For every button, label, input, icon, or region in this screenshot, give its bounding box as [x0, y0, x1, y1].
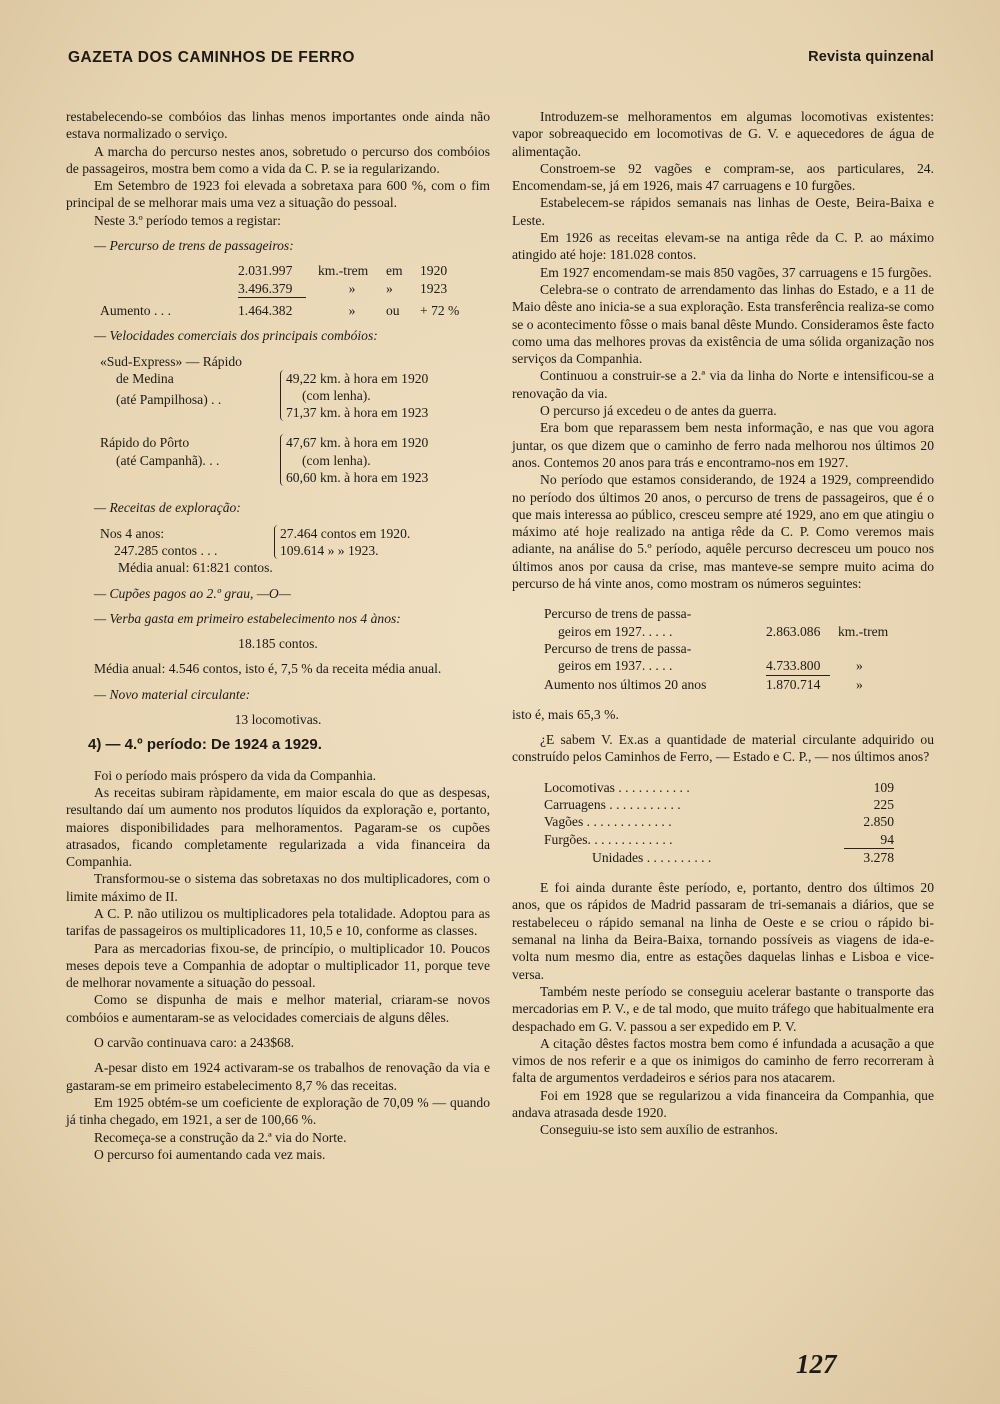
table-row [544, 796, 894, 813]
train-name: (até Campanhã). . . [116, 452, 220, 468]
paragraph: Média anual: 4.546 contos, isto é, 7,5 % da receita média anual. [94, 661, 442, 677]
table-row [66, 302, 490, 319]
table-cell [66, 262, 238, 279]
paragraph: Em 1927 encomendam-se mais 850 vagões, 37 carruagens e 15 furgões. [540, 264, 932, 280]
table-cell: km.-trem [318, 263, 369, 279]
paragraph: Foi o período mais próspero da vida da Companhia. [94, 767, 377, 783]
table-cell: km.-trem [838, 623, 889, 639]
subheading: — Verba gasta em primeiro estabelecimento nos 4 ànos: [94, 610, 401, 626]
revenue-average: Média anual: 61:821 contos. [118, 560, 273, 576]
table-cell: em [386, 263, 403, 279]
speed-value: 71,37 km. à hora em 1923 [286, 405, 429, 421]
velocity-entry [66, 434, 490, 486]
table-cell: Unidades . . . . . . . . . . [592, 849, 712, 865]
paragraph: O carvão continuava caro: a 243$68. [94, 1035, 295, 1051]
table-row [544, 779, 894, 796]
table-cell [66, 280, 238, 298]
table-cell: 3.496.379 [238, 280, 306, 298]
paragraph: A C. P. não utilizou os multiplicadores pela totalidade. Adoptou para as tarifas de passageiros os multiplicadores 11, 10,5 e 10, conforme as classes. [66, 905, 490, 939]
paragraph: A marcha do percurso nestes anos, sobretudo o percurso dos combóios de passageiros, mostra bem como a vida da C. P. se ia regularizando. [66, 143, 490, 176]
paragraph: A citação dêstes factos mostra bem como é infundada a acusação a que vimos de nos referir e a que os inimigos do caminho de ferro recorreram à falta de argumentos verdadeiros e sérios para nos atacarem. [512, 1035, 934, 1086]
subheading: — Percurso de trens de passageiros: [94, 238, 294, 254]
paragraph: E foi ainda durante êste período, e, portanto, dentro dos últimos 20 anos, que os rápidos de Madrid passaram de tri-semanais a diários, que se restabeleceu o rápido semanal na linha de Oeste e se criou o rápido bi-semanal na linha da Beira-Baixa, tornando possíveis as viagens de ida-e-volta num mesmo dia, entre as estações daquelas linhas e Lisboa e vice-versa. [512, 880, 934, 982]
paragraph: Continuou a construir-se a 2.ª via da linha do Norte e intensificou-se a renovação da via. [512, 368, 934, 401]
paragraph: O percurso foi aumentando cada vez mais. [94, 1146, 326, 1162]
table-cell: ou [386, 302, 400, 318]
velocity-entry [66, 353, 490, 422]
table-cell: » [348, 280, 356, 296]
table-cell: 1.870.714 [766, 676, 821, 692]
table-row [544, 831, 894, 849]
table-cell: 1.464.382 [238, 302, 293, 318]
speed-value: (com lenha). [302, 387, 371, 403]
right-column [512, 108, 934, 1139]
subheading: — Receitas de exploração: [94, 500, 241, 516]
table-cell: Locomotivas . . . . . . . . . . . [544, 779, 690, 795]
material-value: 13 locomotivas. [234, 712, 322, 728]
revenue-value: 109.614 » » 1923. [280, 542, 379, 558]
table-cell: 2.031.997 [238, 263, 293, 279]
paragraph: Como se dispunha de mais e melhor material, criaram-se novos combóios e aumentaram-se as velocidades comerciais de alguns dêles. [66, 992, 490, 1025]
paragraph: Estabelecem-se rápidos semanais nas linhas de Oeste, Beira-Baixa e Leste. [512, 195, 934, 228]
table-cell: Carruagens . . . . . . . . . . . [544, 796, 681, 812]
paragraph: Introduzem-se melhoramentos em algumas locomotivas existentes: vapor sobreaquecido em locomotivas de G. V. e aquecedores de água de alimentação. [512, 109, 934, 159]
subheading: — Novo material circulante: [94, 686, 251, 702]
paragraph: Neste 3.º período temos a registar: [94, 212, 281, 228]
paragraph: O percurso já excedeu o de antes da guerra. [540, 403, 777, 419]
table-cell: Aumento nos últimos 20 anos [544, 676, 707, 692]
paragraph: Em 1925 obtém-se um coeficiente de exploração de 70,09 % — quando já tinha chegado, em 1921, a ser de 100,66 %. [66, 1094, 490, 1128]
page-number: 127 [796, 1349, 837, 1379]
table-cell: Percurso de trens de passa- [544, 606, 692, 622]
paragraph: Em Setembro de 1923 foi elevada a sobretaxa para 600 %, com o fim principal de se melhorar mais uma vez a situação do pessoal. [66, 178, 490, 211]
table-cell: geiros em 1937. . . . . [558, 658, 673, 674]
verba-value: 18.185 contos. [238, 636, 318, 652]
paragraph: restabelecendo-se combóios das linhas menos importantes onde ainda não estava normalizado o serviço. [66, 109, 490, 142]
table-cell: Aumento . . . [100, 302, 171, 318]
table-cell: 4.733.800 [766, 657, 830, 675]
publication-title: GAZETA DOS CAMINHOS DE FERRO [68, 49, 355, 66]
table-cell: 94 [844, 831, 894, 849]
speed-value: 60,60 km. à hora em 1923 [286, 470, 429, 486]
speed-value: 49,22 km. à hora em 1920 [286, 370, 429, 386]
table-cell: » [386, 280, 393, 296]
table-cell: Furgões. . . . . . . . . . . . . [544, 831, 673, 847]
revenue-label: Nos 4 anos: [100, 525, 165, 541]
table-cell: 1920 [420, 263, 448, 279]
material-table [512, 779, 894, 866]
table-row [544, 657, 934, 675]
percurso-table [66, 262, 490, 319]
table-cell: » [348, 302, 356, 318]
comparison-table [512, 605, 934, 692]
paragraph: isto é, mais 65,3 %. [512, 706, 619, 722]
table-cell: 2.863.086 [766, 623, 821, 639]
table-cell: Vagões . . . . . . . . . . . . . [544, 814, 672, 830]
left-column [66, 108, 490, 1163]
table-cell: Percurso de trens de passa- [544, 640, 692, 656]
table-cell: 2.850 [863, 814, 894, 830]
table-row [66, 262, 490, 279]
paragraph: ¿E sabem V. Ex.as a quantidade de material circulante adquirido ou construído pelos Caminhos de Ferro, — Estado e C. P., — nos últimos anos? [512, 732, 934, 765]
paragraph: Celebra-se o contrato de arrendamento das linhas do Estado, e a 11 de Maio dêste ano inicia-se a sua exploração. Esta transferência realiza-se como se o acontecimento fôsse o mais banal dêste Mundo. Consideramos êste facto como uma das melhores provas da existência de uma sólida organização nos serviços da Companhia. [512, 281, 934, 367]
table-row [544, 623, 934, 640]
paragraph: Recomeça-se a construção da 2.ª via do Norte. [94, 1129, 347, 1145]
paragraph: As receitas subiram ràpidamente, em maior escala do que as despesas, resultando daí um aumento nos produtos líquidos da exploração e, portanto, maiores disponibilidades para melhoramentos. Pagaram-se os cupões atrasados, ficando completamente regularizada a vida financeira da Companhia. [66, 784, 490, 870]
paragraph: Era bom que reparassem bem nesta informação, e nas que vou agora juntar, os que dizem que o caminho de ferro nada melhorou nos últimos 20 anos. Contemos 20 anos para trás e encontramo-nos em 1927. [512, 420, 934, 470]
train-name: (até Pampilhosa) . . [116, 392, 222, 408]
speed-value: (com lenha). [302, 452, 371, 468]
section-heading: 4) — 4.º período: De 1924 a 1929. [88, 736, 322, 754]
table-cell: » [856, 658, 863, 674]
paragraph: Em 1926 as receitas elevam-se na antiga rêde da C. P. ao máximo atingido até hoje: 181.028 contos. [512, 230, 934, 263]
paragraph: Conseguiu-se isto sem auxílio de estranhos. [540, 1122, 778, 1138]
paragraph: No período que estamos considerando, de 1924 a 1929, compreendido no período dos últimos 20 anos, o percurso de trens de passageiros, que é o que mais interessa ao público, cresceu sempre até 1929, ano em que atingiu o máximo até hoje realizado na antiga rêde da C. P. Como veremos mais adiante, na análise do 5.º período, aquêle percurso decresceu um pouco nos últimos anos por causa da crise, mas manteve-se sempre muito acima do percurso de há vinte anos, como mostram os números seguintes: [512, 472, 934, 592]
paragraph: Transformou-se o sistema das sobretaxas no dos multiplicadores, com o limite máximo de II. [66, 871, 490, 904]
train-name: «Sud-Express» — Rápido [100, 353, 242, 369]
table-cell: » [856, 676, 863, 692]
table-cell: 225 [873, 796, 894, 812]
paragraph: Constroem-se 92 vagões e compram-se, aos particulares, 24. Encomendam-se, já em 1926, mais 47 carruagens e 10 furgões. [512, 160, 934, 194]
revenue-block [66, 525, 490, 560]
table-cell: geiros em 1927. . . . . [558, 623, 673, 639]
revenue-label: 247.285 contos . . . [114, 542, 218, 558]
paragraph: Foi em 1928 que se regularizou a vida financeira da Companhia, que andava atrasada desde 1920. [512, 1087, 934, 1121]
table-row [544, 676, 934, 693]
speed-value: 47,67 km. à hora em 1920 [286, 435, 429, 451]
table-cell: 109 [873, 779, 894, 795]
train-name: Rápido do Pôrto [100, 435, 190, 451]
table-row [544, 640, 934, 657]
table-cell: 3.278 [863, 849, 894, 865]
subheading: — Velocidades comerciais dos principais combóios: [94, 328, 378, 344]
publication-subtitle: Revista quinzenal [808, 49, 934, 65]
subheading: — Cupões pagos ao 2.º grau, —O— [94, 585, 291, 601]
table-cell: 1923 [420, 280, 448, 296]
table-row [544, 813, 894, 830]
paragraph: Também neste período se conseguiu acelerar bastante o transporte das mercadorias em P. V., e de tal modo, que muito tráfego que habitualmente era despachado em G. V. passou a ser expedido em P. V. [512, 983, 934, 1034]
train-name: de Medina [116, 370, 174, 386]
paragraph: A-pesar disto em 1924 activaram-se os trabalhos de renovação da via e gastaram-se em primeiro estabelecimento 8,7 % das receitas. [66, 1060, 490, 1093]
table-row [66, 280, 490, 298]
paragraph: Para as mercadorias fixou-se, de princípio, o multiplicador 10. Poucos meses depois teve a Companhia de adoptar o multiplicador 11, porque teve de melhorar novamente a situação do pessoal. [66, 940, 490, 991]
table-row [544, 605, 934, 622]
revenue-value: 27.464 contos em 1920. [280, 525, 411, 541]
table-cell: + 72 % [420, 302, 460, 318]
table-row [544, 849, 894, 866]
